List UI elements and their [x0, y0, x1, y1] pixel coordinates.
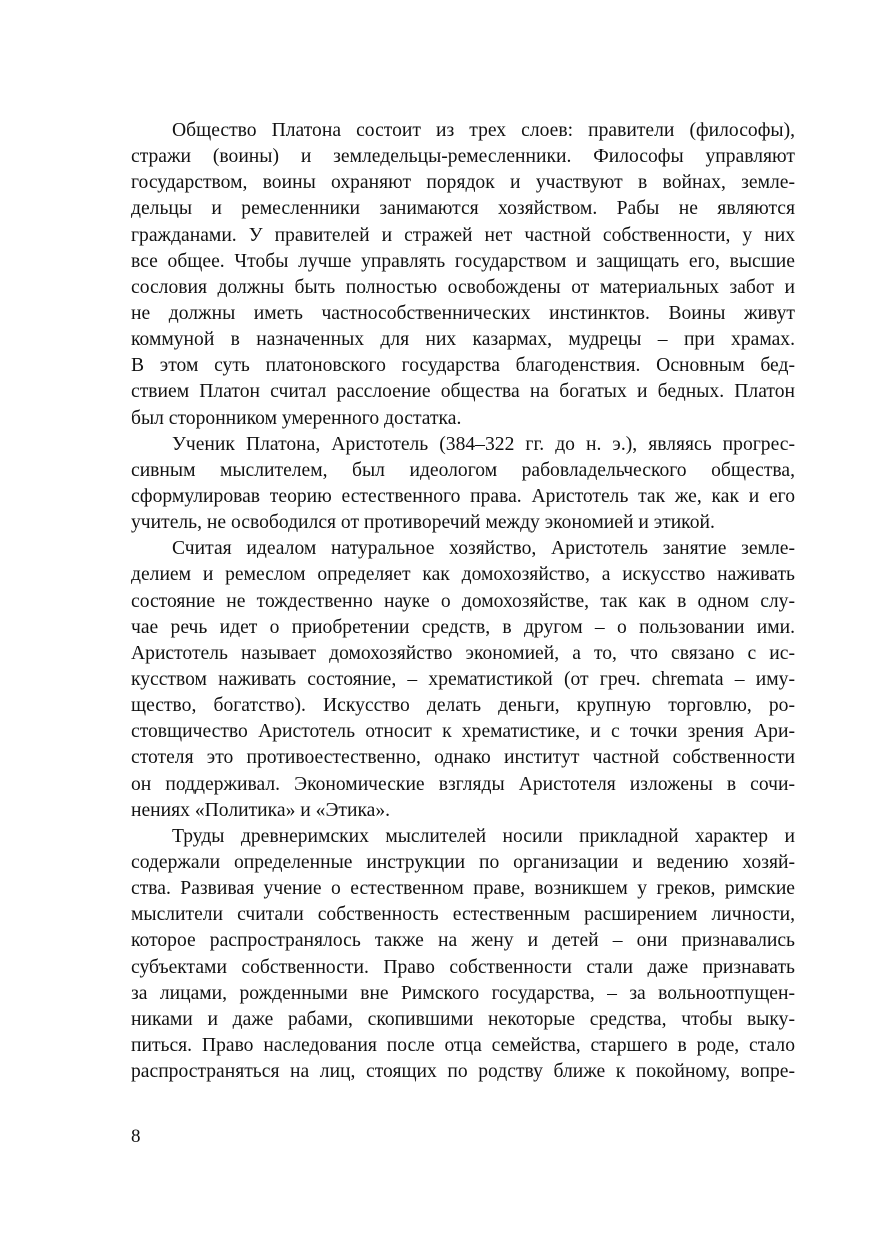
text-line: учитель, не освободился от противоречий между экономией и этикой.	[131, 512, 715, 534]
text-line: ства. Развивая учение о естественном праве, возникшем у греков, римские	[131, 878, 795, 900]
text-line: мыслители считали собственность естественным расширением личности,	[131, 904, 795, 926]
text-line: гражданами. У правителей и стражей нет частной собственности, у них	[131, 224, 795, 246]
text-line: стотеля это противоестественно, однако институт частной собственности	[131, 747, 795, 769]
page-number: 8	[131, 1126, 141, 1147]
text-line: Аристотель называет домохозяйство экономией, а то, что связано с ис-	[131, 642, 795, 664]
text-line: за лицами, рожденными вне Римского государства, – за вольноотпущен-	[131, 982, 795, 1004]
text-line: сформулировав теорию естественного права. Аристотель так же, как и его	[131, 485, 795, 507]
text-line: чае речь идет о приобретении средств, в другом – о пользовании ими.	[131, 616, 795, 638]
paragraph-aristotle-economy	[131, 536, 795, 824]
text-line: содержали определенные инструкции по организации и ведению хозяй-	[131, 851, 795, 873]
text-line: сословия должны быть полностью освобождены от материальных забот и	[131, 276, 795, 298]
body-text	[131, 118, 795, 1085]
text-line: делием и ремеслом определяет как домохозяйство, а искусство наживать	[131, 564, 795, 586]
text-line: В этом суть платоновского государства благоденствия. Основным бед-	[131, 355, 795, 377]
text-line: Ученик Платона, Аристотель (384–322 гг. до н. э.), являясь прогрес-	[172, 433, 795, 455]
text-line: нениях «Политика» и «Этика».	[131, 799, 391, 821]
text-line: был сторонником умеренного достатка.	[131, 407, 462, 429]
text-line: не должны иметь частнособственнических инстинктов. Воины живут	[131, 302, 795, 324]
paragraph-aristotle-intro	[131, 432, 795, 537]
text-line: дельцы и ремесленники занимаются хозяйством. Рабы не являются	[131, 198, 795, 220]
text-line: государством, воины охраняют порядок и участвуют в войнах, земле-	[131, 172, 795, 194]
text-line: коммуной в назначенных для них казармах, мудрецы – при храмах.	[131, 329, 795, 351]
text-line: питься. Право наследования после отца семейства, старшего в роде, стало	[131, 1034, 795, 1056]
text-line: стовщичество Аристотель относит к хрематистике, и с точки зрения Ари-	[131, 721, 795, 743]
text-line: состояние не тождественно науке о домохозяйстве, так как в одном слу-	[131, 590, 795, 612]
text-line: Общество Платона состоит из трех слоев: правители (философы),	[172, 120, 795, 141]
text-line: Считая идеалом натуральное хозяйство, Аристотель занятие земле-	[172, 538, 795, 560]
paragraph-plato-society	[131, 118, 795, 432]
text-line: ствием Платон считал расслоение общества на богатых и бедных. Платон	[131, 381, 795, 403]
text-line: которое распространялось также на жену и детей – они признавались	[131, 930, 795, 952]
text-line: никами и даже рабами, скопившими некоторые средства, чтобы выку-	[131, 1008, 795, 1030]
text-line: он поддерживал. Экономические взгляды Аристотеля изложены в сочи-	[131, 773, 795, 795]
text-line: стражи (воины) и земледельцы-ремесленники. Философы управляют	[131, 146, 795, 168]
text-line: субъектами собственности. Право собственности стали даже признавать	[131, 956, 795, 978]
text-line: Труды древнеримских мыслителей носили прикладной характер и	[172, 825, 795, 847]
text-line: распространяться на лиц, стоящих по родству ближе к покойному, вопре-	[131, 1061, 795, 1083]
text-line: сивным мыслителем, был идеологом рабовладельческого общества,	[131, 459, 795, 481]
text-line: щество, богатство). Искусство делать деньги, крупную торговлю, ро-	[131, 695, 795, 717]
text-line: все общее. Чтобы лучше управлять государством и защищать его, высшие	[131, 250, 795, 272]
text-line: кусством наживать состояние, – хрематистикой (от греч. chremata – иму-	[131, 668, 795, 690]
paragraph-roman-thinkers	[131, 824, 795, 1085]
